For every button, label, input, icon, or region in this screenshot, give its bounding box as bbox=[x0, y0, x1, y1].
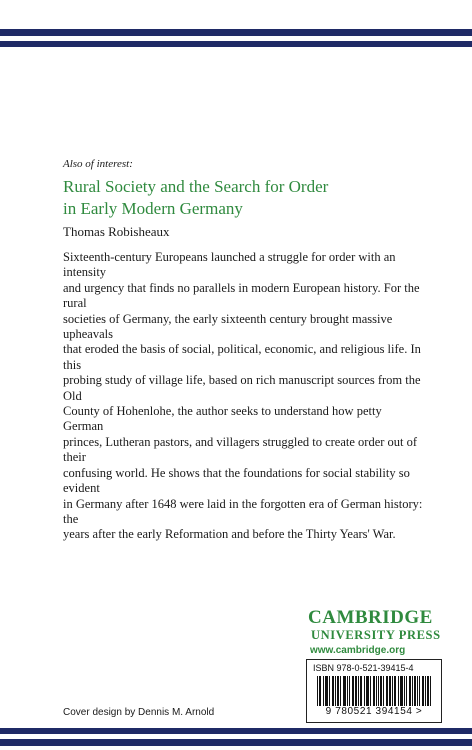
publisher-logo-subtitle: UNIVERSITY PRESS bbox=[311, 628, 441, 642]
description-line: years after the early Reformation and before the Thirty Years' War. bbox=[63, 527, 396, 542]
description-line: in Germany after 1648 were laid in the forgotten era of German history: the bbox=[63, 496, 423, 526]
description-line: princes, Lutheran pastors, and villagers struggled to create order out of their bbox=[63, 434, 418, 465]
book-title-line-2: in Early Modern Germany bbox=[63, 199, 243, 218]
top-band-thin bbox=[0, 41, 472, 47]
publisher-logo-name: CAMBRIDGE bbox=[308, 607, 433, 628]
description-line: societies of Germany, the early sixteenth century brought massive upheavals bbox=[63, 311, 393, 342]
isbn-barcode-box bbox=[306, 659, 442, 723]
description-line: probing study of village life, based on rich manuscript sources from the Old bbox=[63, 373, 421, 403]
isbn-text: ISBN 978-0-521-39415-4 bbox=[313, 663, 414, 673]
publisher-url: www.cambridge.org bbox=[310, 645, 406, 656]
book-title-line-1: Rural Society and the Search for Order bbox=[63, 177, 329, 196]
book-title bbox=[63, 176, 423, 220]
bottom-band-thick bbox=[0, 739, 472, 746]
description-line: confusing world. He shows that the foundations for social stability so evident bbox=[63, 465, 410, 496]
description-line: that eroded the basis of social, political, economic, and religious life. In this bbox=[63, 342, 421, 372]
description-line: Sixteenth-century Europeans launched a struggle for order with an intensity bbox=[63, 250, 396, 280]
book-author: Thomas Robisheaux bbox=[63, 224, 170, 239]
description-line: and urgency that finds no parallels in modern European history. For the rural bbox=[63, 280, 420, 311]
book-description bbox=[63, 250, 423, 543]
description-line: County of Hohenlohe, the author seeks to understand how petty German bbox=[63, 404, 382, 434]
top-band-thick bbox=[0, 29, 472, 36]
barcode-icon bbox=[317, 676, 431, 710]
bottom-band-thin bbox=[0, 728, 472, 734]
cover-design-credit: Cover design by Dennis M. Arnold bbox=[63, 707, 215, 718]
barcode-digits: 9 780521 394154 > bbox=[309, 706, 439, 717]
also-of-interest-label: Also of interest: bbox=[63, 158, 133, 170]
